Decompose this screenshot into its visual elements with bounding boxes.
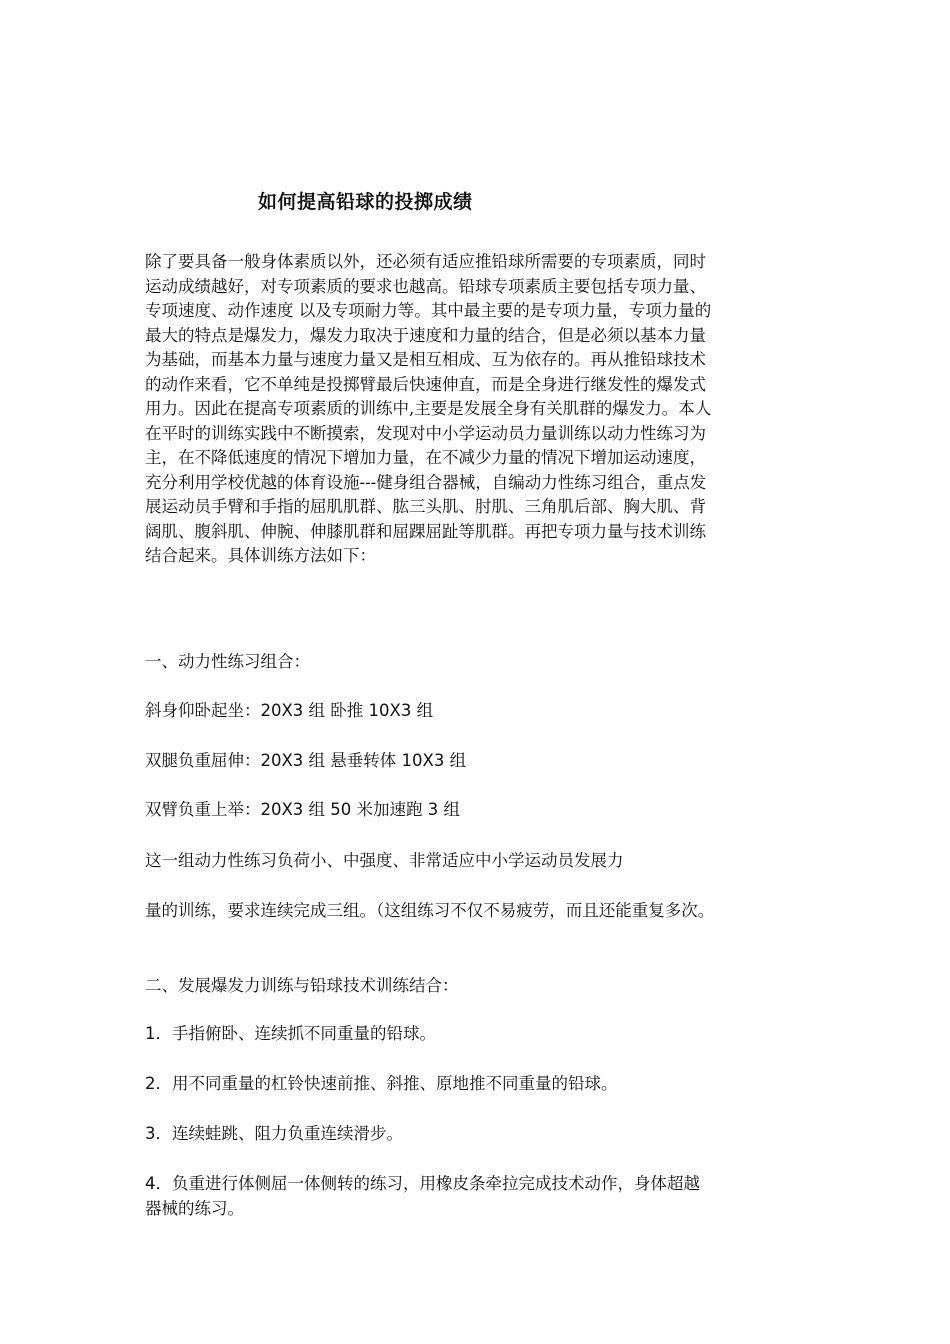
list-item (145, 1122, 403, 1146)
section2-heading: 二、发展爆发力训练与铅球技术训练结合： (145, 976, 459, 995)
intro-line: 主，在不降低速度的情况下增加力量，在不减少力量的情况下增加运动速度， (145, 448, 706, 467)
intro-line: 最大的特点是爆发力，爆发力取决于速度和力量的结合，但是必须以基本力量 (145, 325, 706, 345)
section1-heading: 一、动力性练习组合： (145, 652, 310, 671)
list-item (145, 1172, 700, 1196)
list-item-continuation: 器械的练习。 (145, 1199, 244, 1218)
exercise-count: 50 (330, 800, 352, 819)
list-item-text: ．连续蛙跳、阻力负重连续滑步。 (155, 1124, 403, 1143)
list-item-text: ．用不同重量的杠铃快速前推、斜推、原地推不同重量的铅球。 (155, 1074, 618, 1093)
list-item-number: 4 (145, 1174, 156, 1193)
exercise-text: 双腿负重屈伸： (145, 751, 261, 770)
exercise-text: 斜身仰卧起坐： (145, 701, 261, 720)
list-item-number: 3 (145, 1124, 156, 1143)
list-item-number: 1 (145, 1024, 156, 1043)
intro-line: 运动成绩越好，对专项素质的要求也越高。铅球专项素质主要包括专项力量、 (145, 276, 706, 296)
exercise-count: 20X3 (260, 701, 304, 720)
list-item-number: 2 (145, 1074, 156, 1093)
intro-line: 充分利用学校优越的体育设施---健身组合器械，自编动力性练习组合，重点发 (145, 472, 707, 492)
exercise-text: 组 (303, 800, 331, 819)
exercise-count: 10X3 (368, 701, 412, 720)
exercise-text: 组 卧推 (303, 701, 369, 720)
exercise-row (145, 699, 433, 723)
intro-line: 结合起来。具体训练方法如下： (145, 546, 376, 565)
exercise-text: 组 (411, 701, 434, 720)
intro-line: 为基础，而基本力量与速度力量又是相互相成、互为依存的。再从推铅球技术 (145, 350, 706, 369)
section1-note: 量的训练，要求连续完成三组。（这组练习不仅不易疲劳，而且还能重复多次。 (145, 901, 715, 920)
section1-note: 这一组动力性练习负荷小、中强度、非常适应中小学运动员发展力 (145, 851, 624, 870)
list-item (145, 1022, 436, 1046)
intro-line: 的动作来看，它不单纯是投掷臂最后快速伸直，而是全身进行继发性的爆发式 (145, 374, 706, 394)
exercise-row (145, 749, 466, 773)
list-item-text: ．手指俯卧、连续抓不同重量的铅球。 (155, 1024, 436, 1043)
exercise-text: 米加速跑 (351, 800, 428, 819)
exercise-text: 组 (444, 751, 467, 770)
exercise-row (145, 798, 460, 822)
exercise-text: 组 悬垂转体 (303, 751, 402, 770)
intro-line: 在平时的训练实践中不断摸索，发现对中小学运动员力量训练以动力性练习为 (145, 423, 706, 443)
intro-line: 展运动员手臂和手指的屈肌肌群、肱三头肌、肘肌、三角肌后部、胸大肌、背 (145, 497, 706, 516)
exercise-count: 3 (427, 800, 439, 819)
document-title: 如何提高铅球的投掷成绩 (258, 191, 473, 213)
intro-line: 除了要具备一般身体素质以外，还必须有适应推铅球所需要的专项素质，同时 (145, 252, 706, 271)
intro-line: 专项速度、动作速度 以及专项耐力等。其中最主要的是专项力量，专项力量的 (145, 301, 712, 320)
list-item-text: ．负重进行体侧屈一体侧转的练习，用橡皮条牵拉完成技术动作，身体超越 (155, 1174, 700, 1193)
list-item (145, 1072, 618, 1096)
exercise-text: 组 (438, 800, 461, 819)
intro-paragraph (145, 250, 815, 569)
intro-line: 阔肌、腹斜肌、伸腕、伸膝肌群和屈踝屈趾等肌群。再把专项力量与技术训练 (145, 521, 706, 541)
exercise-count: 20X3 (260, 800, 304, 819)
exercise-count: 20X3 (260, 751, 304, 770)
exercise-text: 双臂负重上举： (145, 800, 261, 819)
intro-line: 用力。因此在提高专项素质的训练中,主要是发展全身有关肌群的爆发力。本人 (145, 399, 712, 418)
exercise-count: 10X3 (401, 751, 445, 770)
